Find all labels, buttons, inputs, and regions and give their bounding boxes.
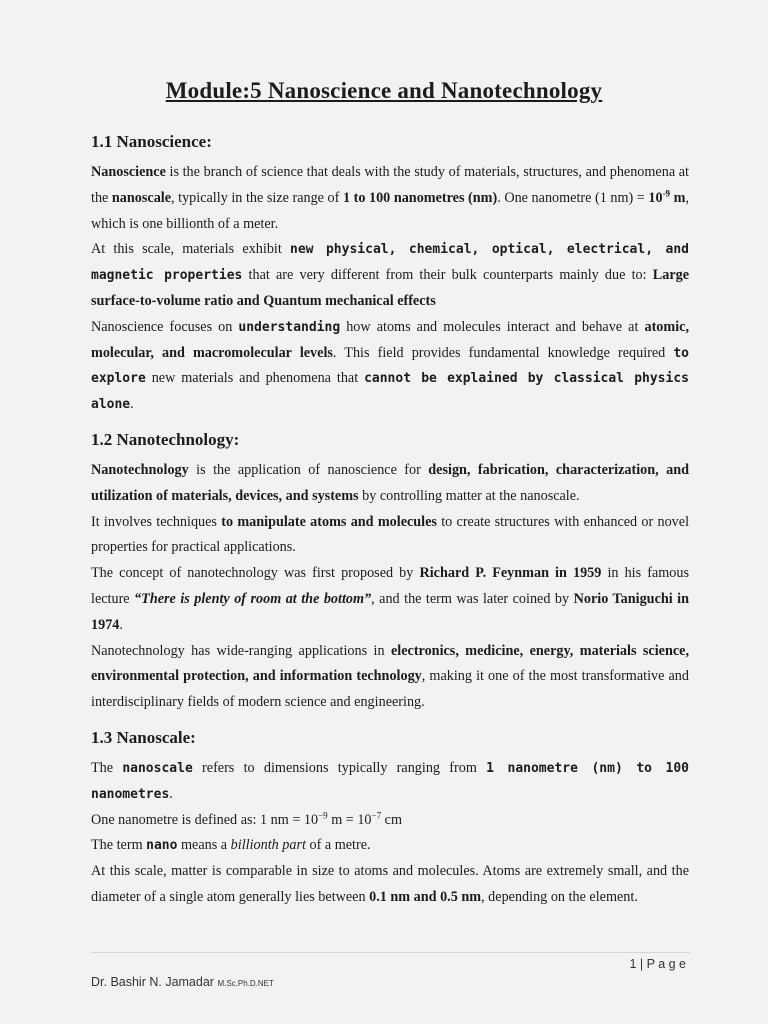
page-title: Module:5 Nanoscience and Nanotechnology [165, 78, 603, 103]
paragraph: At this scale, materials exhibit new physical, chemical, optical, electrical, and magnetic properties that are very different from their bulk counterparts mainly due to: Large surface-to-volume ratio and Quantum mechanical effects [91, 241, 690, 309]
footer-author [91, 975, 274, 989]
paragraph: It involves techniques to manipulate atoms and molecules to create structures with enhanced or novel properties for practical applications. [91, 513, 690, 556]
paragraph: Nanoscience focuses on understanding how atoms and molecules interact and behave at atomic, molecular, and macromolecular levels. This field provides fundamental knowledge required to explore new materials and phenomena that cannot be explained by classical physics alone. [91, 318, 689, 413]
paragraph: The concept of nanotechnology was first proposed by Richard P. Feynman in 1959 in his famous lecture “There is plenty of room at the bottom”, and the term was later coined by Norio Taniguchi in 1974. [91, 565, 690, 633]
author-name: Dr. Bashir N. Jamadar [91, 975, 214, 989]
paragraph: At this scale, matter is comparable in size to atoms and molecules. Atoms are extremely small, and the diameter of a single atom generally lies between 0.1 nm and 0.5 nm, depending on the element. [91, 863, 689, 905]
section-nanoscale [91, 726, 689, 911]
paragraph: Nanotechnology is the application of nanoscience for design, fabrication, characterization, and utilization of materials, devices, and systems by controlling matter at the nanoscale. [91, 461, 690, 504]
document-body [91, 130, 689, 911]
paragraph: The nanoscale refers to dimensions typically ranging from 1 nanometre (nm) to 100 nanometres. [91, 759, 689, 802]
section-heading: 1.3 Nanoscale: [91, 727, 196, 747]
paragraph: The term nano means a billionth part of a metre. [91, 837, 371, 854]
footer-divider [91, 952, 690, 953]
paragraph: Nanoscience is the branch of science that deals with the study of materials, structures, and phenomena at the nanoscale, typically in the size range of 1 to 100 nanometres (nm). One nanometre (1 $nm) = 10^{-9}$ m, which is one billionth of a meter. [91, 164, 689, 232]
section-nanotechnology [91, 428, 689, 716]
paragraph: One nanometre is defined as: 1 nm = $10^{-9}$ $m = 10^{-7}$ cm [91, 809, 402, 828]
section-nanoscience [91, 130, 689, 418]
author-credentials: M.Sc.Ph.D.NET [217, 979, 274, 988]
section-heading: 1.2 Nanotechnology: [91, 429, 240, 449]
paragraph: Nanotechnology has wide-ranging applications in electronics, medicine, energy, materials science, environmental protection, and information technology, making it one of the most transformative and interdisciplinary fields of modern science and engineering. [91, 642, 689, 711]
page-number: 1 | P a g e [629, 957, 686, 971]
section-heading: 1.1 Nanoscience: [91, 132, 212, 151]
